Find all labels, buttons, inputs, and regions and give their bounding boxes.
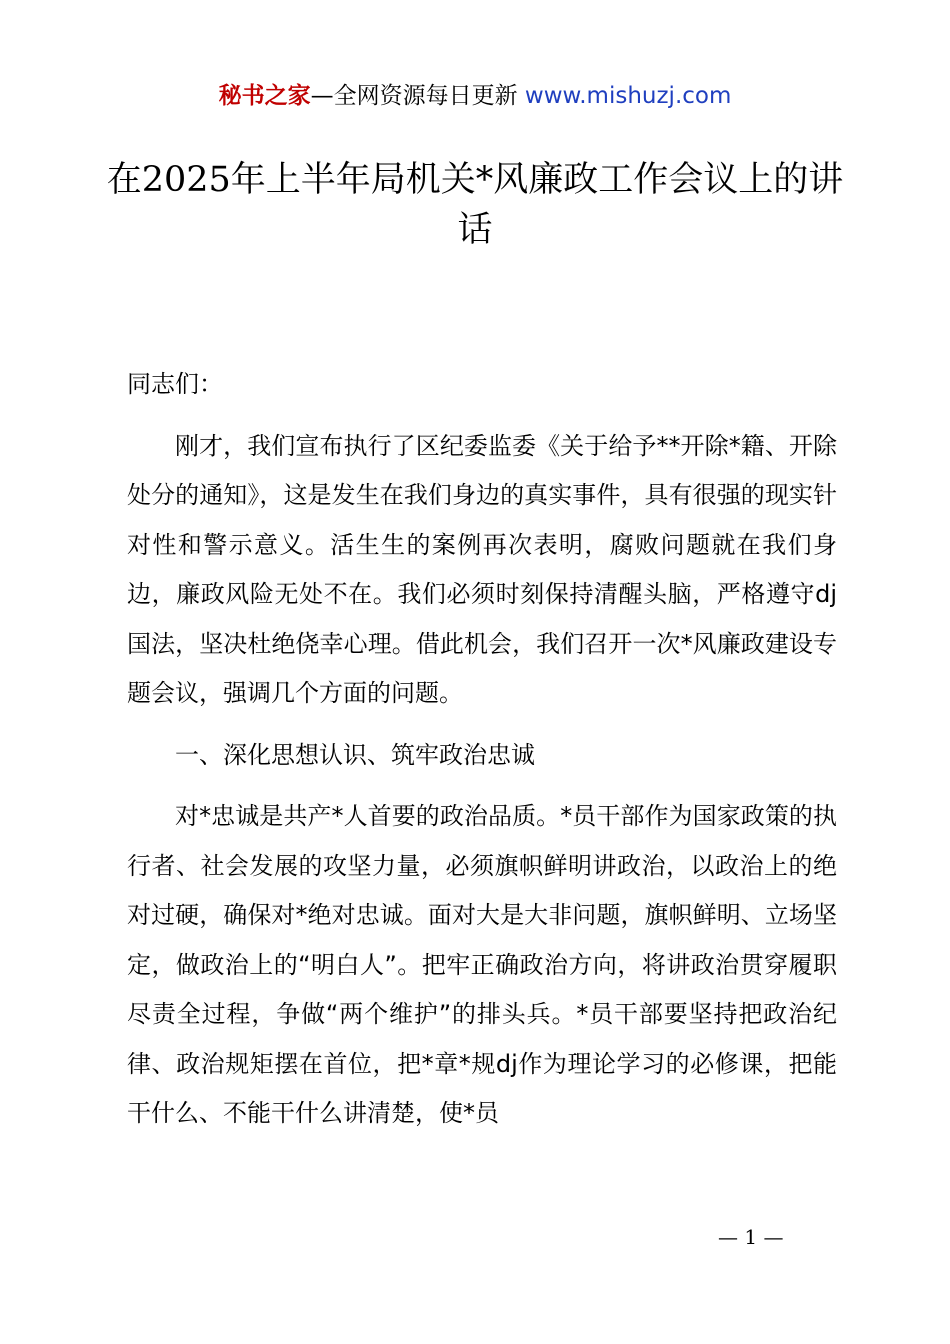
- site-brand: 秘书之家: [218, 83, 311, 109]
- document-title: 在2025年上半年局机关*风廉政工作会议上的讲话: [106, 160, 844, 250]
- document-body: [127, 360, 837, 1139]
- site-url-link[interactable]: www.mishuzj.com: [524, 83, 732, 109]
- site-tagline: —全网资源每日更新: [310, 83, 525, 109]
- section-paragraph: 对*忠诚是共产*人首要的政治品质。*员干部作为国家政策的执行者、社会发展的攻坚力量，必须旗帜鲜明讲政治，以政治上的绝对过硬，确保对*绝对忠诚。面对大是大非问题，旗帜鲜明、立场坚定，做政治上的“明白人”。把牢正确政治方向，将讲政治贯穿履职尽责全过程，争做“两个维护”的排头兵。*员干部要坚持把政治纪律、政治规矩摆在首位，把*章*规dj作为理论学习的必修课，把能干什么、不能干什么讲清楚，使*员: [127, 802, 837, 1127]
- section-heading: 一、深化思想认识、筑牢政治忠诚: [175, 740, 535, 769]
- site-header: [0, 80, 950, 112]
- greeting: 同志们：: [127, 370, 223, 398]
- intro-paragraph: 刚才，我们宣布执行了区纪委监委《关于给予**开除*籍、开除处分的通知》，这是发生在我们身边的真实事件，具有很强的现实针对性和警示意义。活生生的案例再次表明，腐败问题就在我们身边，廉政风险无处不在。我们必须时刻保持清醒头脑，严格遵守dj国法，坚决杜绝侥幸心理。借此机会，我们召开一次*风廉政建设专题会议，强调几个方面的问题。: [127, 431, 837, 707]
- page-number: — 1 —: [718, 1225, 784, 1249]
